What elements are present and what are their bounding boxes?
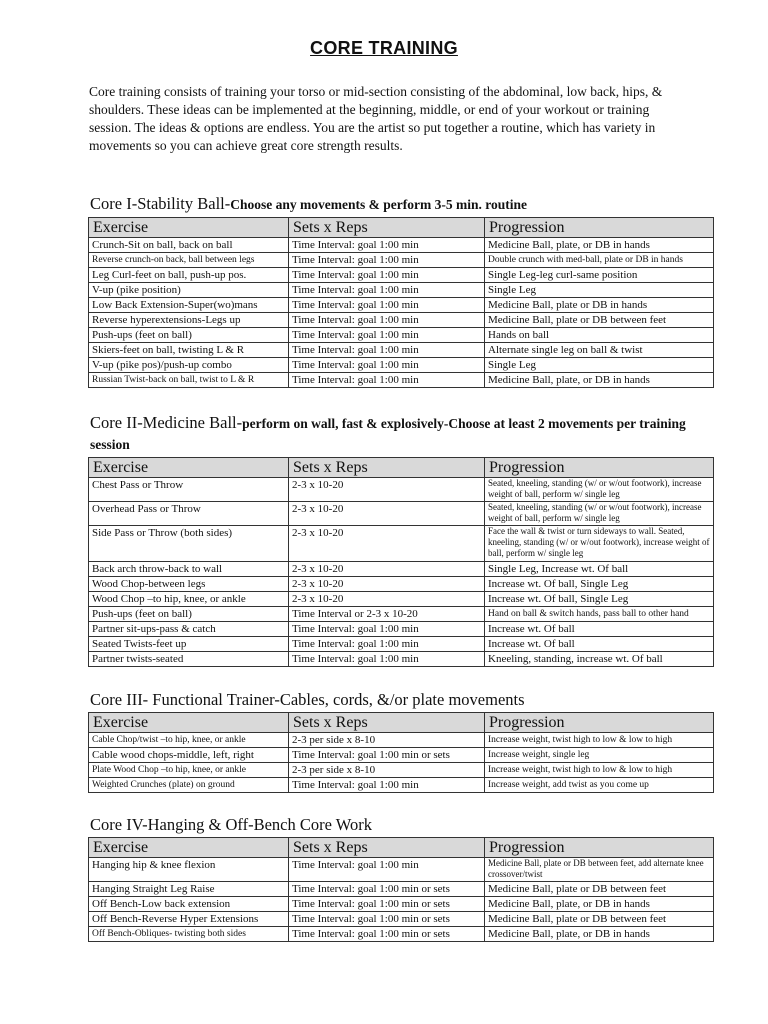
- exercise-cell: Off Bench-Obliques- twisting both sides: [89, 927, 289, 942]
- sets-cell: Time Interval or 2-3 x 10-20: [289, 607, 485, 622]
- table-row: [89, 637, 714, 652]
- progression-cell: Medicine Ball, plate or DB in hands: [485, 298, 714, 313]
- sets-cell: Time Interval: goal 1:00 min or sets: [289, 912, 485, 927]
- sets-cell: Time Interval: goal 1:00 min: [289, 373, 485, 388]
- section-title: Core III- Functional Trainer-Cables, cords, &/or plate movements: [90, 690, 525, 709]
- header-progression: Progression: [485, 838, 714, 858]
- sets-cell: Time Interval: goal 1:00 min: [289, 778, 485, 793]
- exercise-cell: Reverse hyperextensions-Legs up: [89, 313, 289, 328]
- table-row: [89, 733, 714, 748]
- table-row: [89, 912, 714, 927]
- table-row: [89, 358, 714, 373]
- section-heading: [90, 815, 714, 835]
- progression-cell: Medicine Ball, plate or DB between feet: [485, 882, 714, 897]
- header-sets: Sets x Reps: [289, 713, 485, 733]
- progression-cell: Single Leg: [485, 283, 714, 298]
- sets-cell: 2-3 x 10-20: [289, 502, 485, 526]
- sets-cell: Time Interval: goal 1:00 min: [289, 253, 485, 268]
- core-section-3: [88, 690, 714, 793]
- exercise-cell: Hanging hip & knee flexion: [89, 858, 289, 882]
- sets-cell: Time Interval: goal 1:00 min: [289, 358, 485, 373]
- exercise-cell: Push-ups (feet on ball): [89, 328, 289, 343]
- exercise-cell: Wood Chop-between legs: [89, 577, 289, 592]
- section-heading: [90, 194, 714, 215]
- sets-cell: 2-3 per side x 8-10: [289, 763, 485, 778]
- sets-cell: 2-3 x 10-20: [289, 526, 485, 562]
- section-title: Core I-Stability Ball-: [90, 194, 231, 213]
- progression-cell: Medicine Ball, plate, or DB in hands: [485, 238, 714, 253]
- progression-cell: Medicine Ball, plate, or DB in hands: [485, 897, 714, 912]
- header-progression: Progression: [485, 713, 714, 733]
- header-progression: Progression: [485, 458, 714, 478]
- progression-cell: Medicine Ball, plate or DB between feet: [485, 313, 714, 328]
- table-row: [89, 927, 714, 942]
- table-row: [89, 238, 714, 253]
- sets-cell: 2-3 x 10-20: [289, 478, 485, 502]
- table-row: [89, 592, 714, 607]
- exercise-cell: Seated Twists-feet up: [89, 637, 289, 652]
- exercise-cell: Partner sit-ups-pass & catch: [89, 622, 289, 637]
- progression-cell: Increase weight, twist high to low & low to high: [485, 763, 714, 778]
- progression-cell: Seated, kneeling, standing (w/ or w/out footwork), increase weight of ball, perform w/ single leg: [485, 502, 714, 526]
- exercise-cell: Weighted Crunches (plate) on ground: [89, 778, 289, 793]
- exercise-cell: Cable wood chops-middle, left, right: [89, 748, 289, 763]
- page-title: CORE TRAINING: [310, 38, 458, 58]
- progression-cell: Medicine Ball, plate or DB between feet, add alternate knee crossover/twist: [485, 858, 714, 882]
- exercise-cell: Crunch-Sit on ball, back on ball: [89, 238, 289, 253]
- progression-cell: Medicine Ball, plate, or DB in hands: [485, 373, 714, 388]
- progression-cell: Hand on ball & switch hands, pass ball to other hand: [485, 607, 714, 622]
- progression-cell: Increase wt. Of ball, Single Leg: [485, 592, 714, 607]
- exercise-cell: Skiers-feet on ball, twisting L & R: [89, 343, 289, 358]
- table-row: [89, 313, 714, 328]
- exercise-cell: Hanging Straight Leg Raise: [89, 882, 289, 897]
- table-row: [89, 502, 714, 526]
- table-row: [89, 763, 714, 778]
- progression-cell: Increase weight, twist high to low & low to high: [485, 733, 714, 748]
- header-exercise: Exercise: [89, 458, 289, 478]
- table-row: [89, 897, 714, 912]
- progression-cell: Face the wall & twist or turn sideways to wall. Seated, kneeling, standing (w/ or w/out footwork), increase weight of ball, perform w/ single leg: [485, 526, 714, 562]
- table-row: [89, 478, 714, 502]
- sets-cell: 2-3 per side x 8-10: [289, 733, 485, 748]
- sets-cell: Time Interval: goal 1:00 min: [289, 343, 485, 358]
- exercise-cell: Low Back Extension-Super(wo)mans: [89, 298, 289, 313]
- sets-cell: Time Interval: goal 1:00 min or sets: [289, 882, 485, 897]
- header-exercise: Exercise: [89, 713, 289, 733]
- header-sets: Sets x Reps: [289, 458, 485, 478]
- core-section-1: [88, 194, 714, 388]
- progression-cell: Medicine Ball, plate or DB between feet: [485, 912, 714, 927]
- progression-cell: Medicine Ball, plate, or DB in hands: [485, 927, 714, 942]
- table-row: [89, 882, 714, 897]
- progression-cell: Single Leg: [485, 358, 714, 373]
- sets-cell: Time Interval: goal 1:00 min: [289, 622, 485, 637]
- sets-cell: Time Interval: goal 1:00 min: [289, 328, 485, 343]
- sets-cell: Time Interval: goal 1:00 min or sets: [289, 927, 485, 942]
- table-row: [89, 373, 714, 388]
- exercise-cell: Overhead Pass or Throw: [89, 502, 289, 526]
- table-row: [89, 562, 714, 577]
- table-row: [89, 328, 714, 343]
- progression-cell: Increase wt. Of ball, Single Leg: [485, 577, 714, 592]
- sets-cell: 2-3 x 10-20: [289, 592, 485, 607]
- exercise-cell: Cable Chop/twist –to hip, knee, or ankle: [89, 733, 289, 748]
- sets-cell: 2-3 x 10-20: [289, 577, 485, 592]
- exercise-cell: Push-ups (feet on ball): [89, 607, 289, 622]
- exercise-table: [88, 217, 714, 388]
- table-row: [89, 343, 714, 358]
- exercise-cell: Side Pass or Throw (both sides): [89, 526, 289, 562]
- exercise-table: [88, 837, 714, 942]
- core-section-4: [88, 815, 714, 942]
- exercise-table: [88, 457, 714, 667]
- exercise-cell: Wood Chop –to hip, knee, or ankle: [89, 592, 289, 607]
- exercise-cell: Off Bench-Reverse Hyper Extensions: [89, 912, 289, 927]
- table-row: [89, 253, 714, 268]
- header-exercise: Exercise: [89, 218, 289, 238]
- table-row: [89, 298, 714, 313]
- header-progression: Progression: [485, 218, 714, 238]
- progression-cell: Increase wt. Of ball: [485, 637, 714, 652]
- progression-cell: Double crunch with med-ball, plate or DB in hands: [485, 253, 714, 268]
- exercise-cell: Reverse crunch-on back, ball between legs: [89, 253, 289, 268]
- sets-cell: Time Interval: goal 1:00 min: [289, 652, 485, 667]
- table-row: [89, 607, 714, 622]
- exercise-cell: V-up (pike pos)/push-up combo: [89, 358, 289, 373]
- sets-cell: Time Interval: goal 1:00 min or sets: [289, 748, 485, 763]
- sets-cell: Time Interval: goal 1:00 min or sets: [289, 897, 485, 912]
- intro-paragraph: Core training consists of training your torso or mid-section consisting of the abdominal, low back, hips, & shoulders. These ideas can be implemented at the beginning, middle, or end of your workout or training session. The ideas & options are endless. You are the artist so put together a routine, which has variety in movements so you can achieve great core strength results.: [89, 84, 663, 153]
- section-heading: [90, 413, 714, 455]
- exercise-cell: V-up (pike position): [89, 283, 289, 298]
- header-exercise: Exercise: [89, 838, 289, 858]
- progression-cell: Seated, kneeling, standing (w/ or w/out footwork), increase weight of ball, perform w/ single leg: [485, 478, 714, 502]
- sets-cell: Time Interval: goal 1:00 min: [289, 283, 485, 298]
- table-row: [89, 283, 714, 298]
- header-sets: Sets x Reps: [289, 218, 485, 238]
- table-row: [89, 858, 714, 882]
- progression-cell: Single Leg-leg curl-same position: [485, 268, 714, 283]
- progression-cell: Kneeling, standing, increase wt. Of ball: [485, 652, 714, 667]
- table-row: [89, 622, 714, 637]
- progression-cell: Increase wt. Of ball: [485, 622, 714, 637]
- exercise-table: [88, 712, 714, 793]
- core-section-2: [88, 413, 714, 667]
- table-row: [89, 652, 714, 667]
- section-title: Core IV-Hanging & Off-Bench Core Work: [90, 815, 373, 834]
- sets-cell: Time Interval: goal 1:00 min: [289, 268, 485, 283]
- section-title: Core II-Medicine Ball-: [90, 413, 243, 432]
- header-sets: Sets x Reps: [289, 838, 485, 858]
- exercise-cell: Leg Curl-feet on ball, push-up pos.: [89, 268, 289, 283]
- table-row: [89, 577, 714, 592]
- exercise-cell: Plate Wood Chop –to hip, knee, or ankle: [89, 763, 289, 778]
- section-subtitle: Choose any movements & perform 3-5 min. routine: [230, 197, 527, 212]
- progression-cell: Hands on ball: [485, 328, 714, 343]
- sets-cell: Time Interval: goal 1:00 min: [289, 858, 485, 882]
- sets-cell: Time Interval: goal 1:00 min: [289, 298, 485, 313]
- table-row: [89, 748, 714, 763]
- table-row: [89, 268, 714, 283]
- progression-cell: Increase weight, single leg: [485, 748, 714, 763]
- section-heading: [90, 690, 714, 710]
- exercise-cell: Russian Twist-back on ball, twist to L & R: [89, 373, 289, 388]
- sets-cell: Time Interval: goal 1:00 min: [289, 238, 485, 253]
- progression-cell: Increase weight, add twist as you come up: [485, 778, 714, 793]
- exercise-cell: Off Bench-Low back extension: [89, 897, 289, 912]
- exercise-cell: Chest Pass or Throw: [89, 478, 289, 502]
- table-row: [89, 778, 714, 793]
- exercise-cell: Partner twists-seated: [89, 652, 289, 667]
- progression-cell: Single Leg, Increase wt. Of ball: [485, 562, 714, 577]
- sets-cell: 2-3 x 10-20: [289, 562, 485, 577]
- progression-cell: Alternate single leg on ball & twist: [485, 343, 714, 358]
- sets-cell: Time Interval: goal 1:00 min: [289, 313, 485, 328]
- section-subtitle: perform on wall, fast & explosively-Choose at least 2 movements per training session: [90, 416, 686, 452]
- exercise-cell: Back arch throw-back to wall: [89, 562, 289, 577]
- sets-cell: Time Interval: goal 1:00 min: [289, 637, 485, 652]
- table-row: [89, 526, 714, 562]
